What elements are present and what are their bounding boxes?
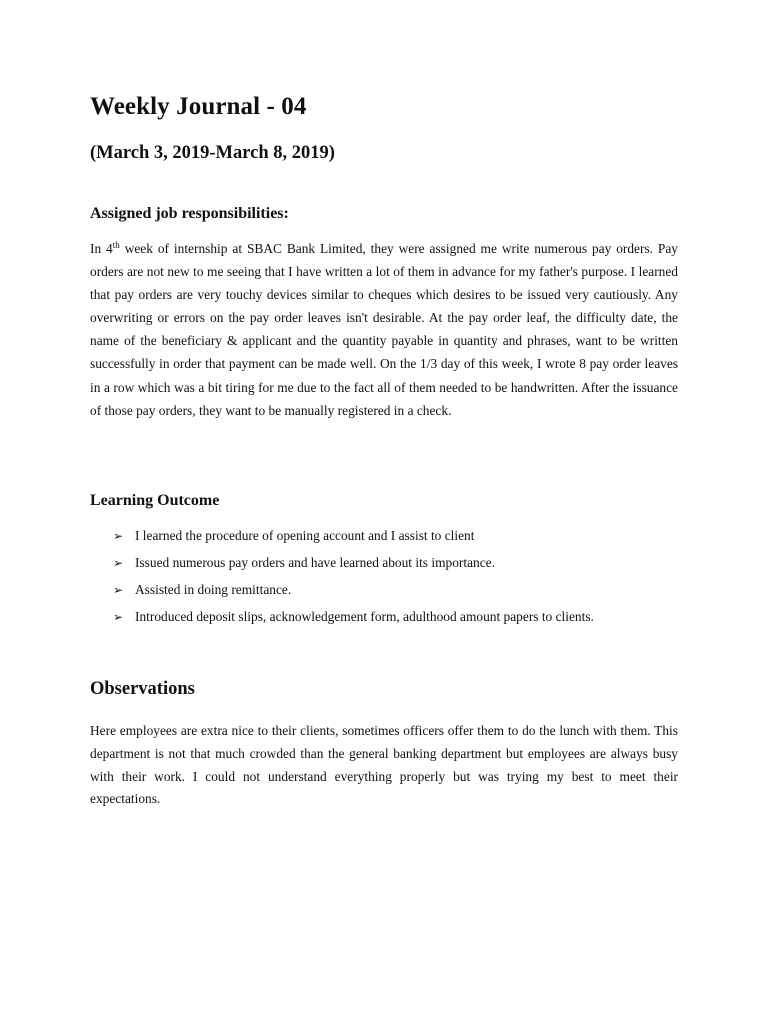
arrow-bullet-icon: ➢ — [113, 529, 124, 543]
learning-list — [113, 525, 594, 633]
list-item — [113, 606, 594, 633]
list-item-text: I learned the procedure of opening account and I assist to client — [135, 528, 475, 543]
assigned-heading: Assigned job responsibilities: — [90, 205, 289, 222]
ordinal-suffix: th — [112, 240, 120, 250]
list-item-text: Issued numerous pay orders and have learned about its importance. — [135, 555, 495, 570]
journal-title: Weekly Journal - 04 — [90, 93, 307, 120]
list-item — [113, 552, 594, 579]
list-item — [113, 525, 594, 552]
observations-heading: Observations — [90, 679, 195, 699]
assigned-body: week of internship at SBAC Bank Limited, they were assigned me write numerous pay orders. Pay orders are not new to me seeing that I have written a lot of them in advance for my father's purpose. I learned that pay orders are very touchy devices similar to cheques which desires to be issued very cautiously. Any overwriting or errors on the pay order leaves isn't desirable. At the pay order leaf, the difficulty date, the name of the beneficiary & applicant and the quantity payable in quantity and phrases, want to be written successfully in order that payment can be made well. On the 1/3 day of this week, I wrote 8 pay order leaves in a row which was a bit tiring for me due to the fact all of them needed to be handwritten. After the issuance of those pay orders, they want to be manually registered in a check. — [90, 241, 679, 418]
list-item-text: Assisted in doing remittance. — [135, 582, 292, 597]
learning-heading: Learning Outcome — [90, 492, 220, 509]
arrow-bullet-icon: ➢ — [113, 556, 124, 570]
date-range: (March 3, 2019-March 8, 2019) — [90, 143, 335, 163]
arrow-bullet-icon: ➢ — [113, 583, 124, 597]
observations-paragraph: Here employees are extra nice to their clients, sometimes officers offer them to do the lunch with them. This department is not that much crowded than the general banking department but employees are always busy with their work. I could not understand everything properly but was trying my best to meet their expectations. — [90, 723, 678, 807]
assigned-lead: In 4 — [90, 241, 113, 256]
list-item — [113, 579, 594, 606]
arrow-bullet-icon: ➢ — [113, 610, 124, 624]
list-item-text: Introduced deposit slips, acknowledgement form, adulthood amount papers to clients. — [135, 609, 594, 624]
assigned-paragraph — [90, 237, 678, 422]
